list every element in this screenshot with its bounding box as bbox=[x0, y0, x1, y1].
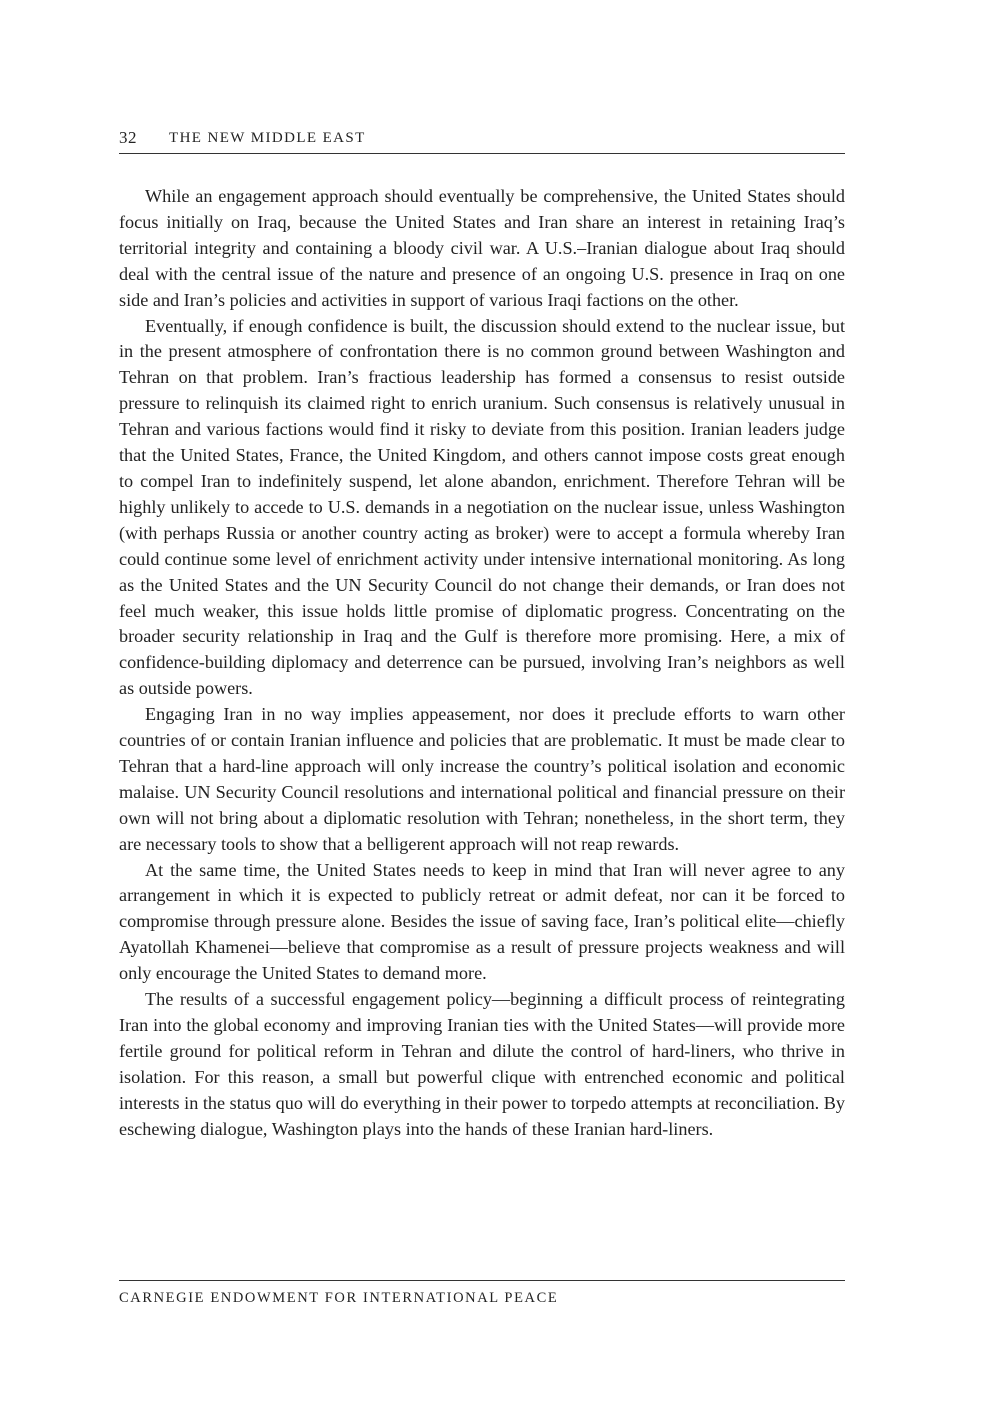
running-head: THE NEW MIDDLE EAST bbox=[169, 130, 366, 146]
footer-publisher: CARNEGIE ENDOWMENT FOR INTERNATIONAL PEACE bbox=[119, 1290, 559, 1306]
body-text bbox=[119, 184, 845, 1143]
page-footer bbox=[119, 1280, 845, 1307]
paragraph: Eventually, if enough confidence is built, the discussion should extend to the nuclear issue, but in the present atmosphere of confrontation there is no common ground between Washington and Tehran on that problem. Iran’s fractious leadership has formed a consensus to resist outside pressure to relinquish its claimed right to enrich uranium. Such consensus is relatively unusual in Tehran and various factions would find it risky to deviate from this position. Iranian leaders judge that the United States, France, the United Kingdom, and others cannot impose costs great enough to compel Iran to indefinitely suspend, let alone abandon, enrichment. Therefore Tehran will be highly unlikely to accede to U.S. demands in a negotiation on the nuclear issue, unless Washington (with perhaps Russia or another country acting as broker) were to accept a formula whereby Iran could continue some level of enrichment activity under intensive international monitoring. As long as the United States and the UN Security Council do not change their demands, or Iran does not feel much weaker, this issue holds little promise of diplomatic progress. Concentrating on the broader security relationship in Iraq and the Gulf is therefore more promising. Here, a mix of confidence-building diplomacy and deterrence can be pursued, involving Iran’s neighbors as well as outside powers. bbox=[119, 315, 845, 699]
paragraph: The results of a successful engagement policy—beginning a difficult process of reintegrating Iran into the global economy and improving Iranian ties with the United States—will provide more fertile ground for political reform in Tehran and dilute the control of hard-liners, who thrive in isolation. For this reason, a small but powerful clique with entrenched economic and political interests in the status quo will do everything in their power to torpedo attempts at reconciliation. By eschewing dialogue, Washington plays into the hands of these Iranian hard-liners. bbox=[119, 989, 845, 1139]
page-header bbox=[119, 128, 845, 154]
page-number: 32 bbox=[119, 128, 137, 147]
paragraph: At the same time, the United States needs to keep in mind that Iran will never agree to any arrangement in which it is expected to publicly retreat or admit defeat, nor can it be forced to compromise through pressure alone. Besides the issue of saving face, Iran’s political elite—chiefly Ayatollah Khamenei—believe that compromise as a result of pressure projects weakness and will only encourage the United States to demand more. bbox=[119, 859, 845, 984]
paragraph: Engaging Iran in no way implies appeasement, nor does it preclude efforts to warn other countries of or contain Iranian influence and policies that are problematic. It must be made clear to Tehran that a hard-line approach will only increase the country’s political isolation and economic malaise. UN Security Council resolutions and international political and financial pressure on their own will not bring about a diplomatic resolution with Tehran; nonetheless, in the short term, they are necessary tools to show that a belligerent approach will not reap rewards. bbox=[119, 704, 845, 854]
paragraph: While an engagement approach should eventually be comprehensive, the United States should focus initially on Iraq, because the United States and Iran share an interest in retaining Iraq’s territorial integrity and containing a bloody civil war. A U.S.–Iranian dialogue about Iraq should deal with the central issue of the nature and presence of an ongoing U.S. presence in Iraq on one side and Iran’s policies and activities in support of various Iraqi factions on the other. bbox=[119, 186, 845, 310]
